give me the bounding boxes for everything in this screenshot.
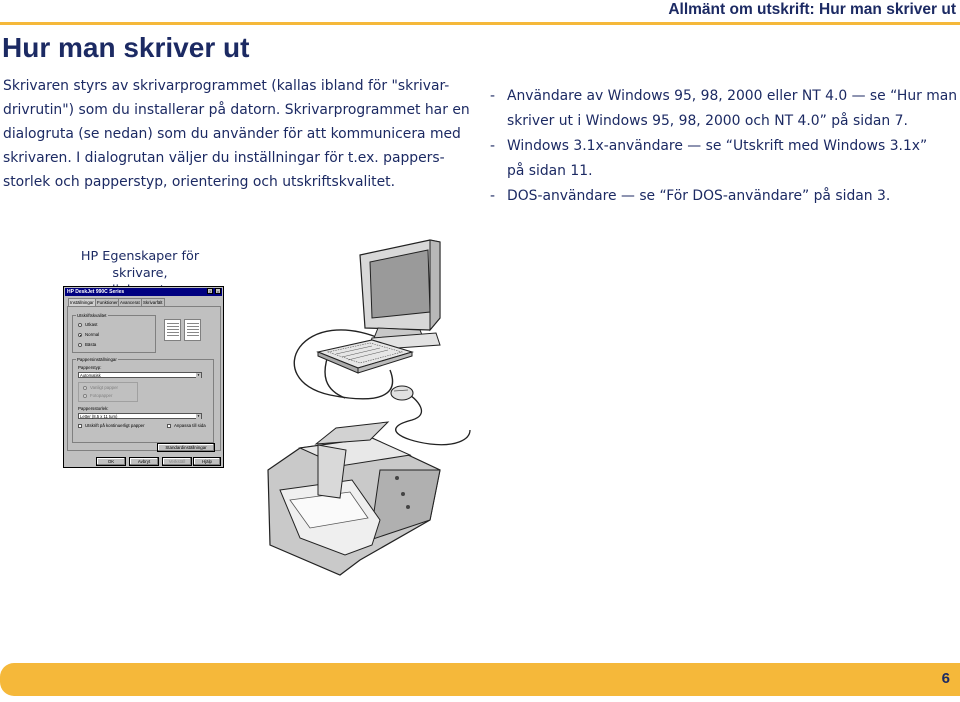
quality-normal-label: Normal (85, 332, 100, 337)
bullet-marker: - (490, 188, 496, 204)
continuous-paper-label: Utskrift på kontinuerligt papper (85, 423, 145, 428)
bullet-line: Användare av Windows 95, 98, 2000 eller NT 4.0 — se “Hur man (507, 88, 958, 104)
quality-normal-radio[interactable] (78, 333, 82, 337)
bullet-line: skriver ut i Windows 95, 98, 2000 och NT 4.0” på sidan 7. (507, 113, 908, 129)
ok-button[interactable]: OK (96, 457, 126, 466)
print-quality-title: Utskriftskvalitet (77, 313, 107, 318)
paper-size-label: Pappersstorlek: (78, 406, 109, 411)
monitor (360, 240, 440, 350)
quality-best-label: Bästa (85, 342, 97, 347)
page-preview-icon (184, 319, 201, 341)
apply-button[interactable]: Verkställ (162, 457, 192, 466)
help-button[interactable]: ? (208, 289, 212, 294)
running-head: Allmänt om utskrift: Hur man skriver ut (668, 1, 956, 18)
bullet-line: DOS-användare — se “För DOS-användare” på sidan 3. (507, 188, 891, 204)
paper-type-select[interactable]: Automatisk ▼ (78, 372, 202, 378)
print-quality-group (72, 315, 156, 353)
quality-best-radio[interactable] (78, 343, 82, 347)
bullet-line: på sidan 11. (507, 163, 593, 179)
plain-paper-radio[interactable] (83, 386, 87, 390)
help-dialog-button[interactable]: Hjälp (193, 457, 221, 466)
plain-paper-label: Vanligt papper (90, 385, 118, 390)
fit-to-page-label: Anpassa till sida (174, 423, 206, 428)
page-preview-icon (164, 319, 181, 341)
page-number: 6 (941, 670, 950, 687)
tab-settings[interactable]: Inställningar (70, 300, 94, 305)
paper-size-select[interactable]: Letter (8.5 x 11 tum) ▼ (78, 413, 202, 419)
paper-settings-group (72, 359, 214, 443)
continuous-paper-checkbox[interactable] (78, 424, 82, 428)
intro-line: dialogruta (se nedan) som du använder för att kommunicera med (3, 126, 461, 142)
close-button[interactable]: × (216, 289, 220, 294)
photo-paper-radio[interactable] (83, 394, 87, 398)
printer (268, 422, 440, 575)
fit-to-page-checkbox[interactable] (167, 424, 171, 428)
paper-type-label: Papperstyp: (78, 365, 102, 370)
bullet-line: Windows 3.1x-användare — se “Utskrift med Windows 3.1x” (507, 138, 928, 154)
restore-defaults-button[interactable]: Standardinställningar (157, 443, 215, 452)
photo-paper-label: Fotopapper (90, 393, 113, 398)
quality-draft-radio[interactable] (78, 323, 82, 327)
tab-advanced[interactable]: Avancerat (120, 300, 140, 305)
dialog-title-bar: HP DeskJet 990C Series (65, 288, 222, 296)
dialog-panel (67, 306, 221, 451)
tab-features[interactable]: Funktioner (97, 300, 118, 305)
intro-line: Skrivaren styrs av skrivarprogrammet (kallas ibland för "skrivar- (3, 78, 450, 94)
bullet-marker: - (490, 88, 496, 104)
tab-printer-field[interactable]: Skrivarfält (143, 300, 163, 305)
cancel-button[interactable]: Avbryt (129, 457, 159, 466)
intro-line: drivrutin") som du installerar på datorn. Skrivarprogrammet har en (3, 102, 470, 118)
intro-line: skrivaren. I dialogrutan väljer du inställningar för t.ex. pappers- (3, 150, 445, 166)
paper-settings-title: Pappersinställningar (77, 357, 117, 362)
printer-properties-dialog (63, 286, 224, 468)
mouse (391, 386, 413, 400)
callout-line-text: HP Egenskaper för skrivare, (80, 249, 200, 281)
intro-line: storlek och papperstyp, orientering och utskriftskvalitet. (3, 174, 396, 190)
footer-bar (0, 663, 960, 696)
quality-draft-label: Utkast (85, 322, 98, 327)
page-title: Hur man skriver ut (2, 32, 250, 63)
paper-sub-group (78, 382, 138, 402)
bullet-marker: - (490, 138, 496, 154)
